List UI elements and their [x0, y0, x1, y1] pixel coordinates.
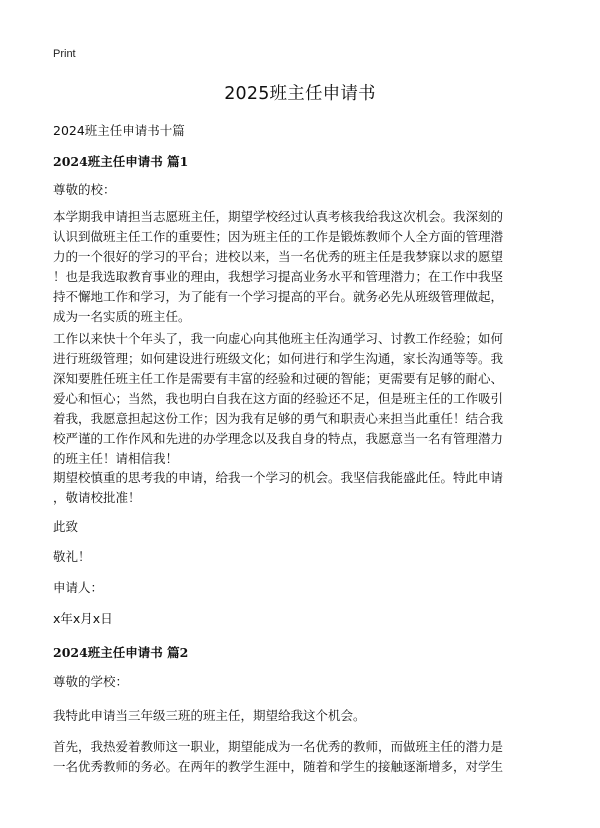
- text-line: 进行班级管理；如何建设进行班级文化；如何进行和学生沟通，家长沟通等等。我: [53, 351, 504, 366]
- text-line: 期望校慎重的思考我的申请，给我一个学习的机会。我坚信我能盛此任。特此申请: [53, 470, 504, 485]
- text-line: 着我，我愿意担起这份工作；因为我有足够的勇气和职责心来担当此重任！结合我: [53, 411, 504, 426]
- section-2-paragraph-2: [53, 737, 549, 777]
- text-line: 深知要胜任班主任工作是需要有丰富的经验和过硬的智能；更需要有足够的耐心、: [53, 371, 504, 386]
- section-1-paragraph-2: [53, 329, 549, 469]
- text-line: 工作以来快十个年头了，我一向虚心向其他班主任沟通学习、讨教工作经验；如何: [53, 331, 504, 346]
- text-line: 校严谨的工作作风和先进的办学理念以及我自身的特点，我愿意当一名有管理潜力: [53, 431, 504, 446]
- section-2-heading: 2024班主任申请书 篇2: [53, 645, 189, 660]
- section-1-regards: 敬礼！: [53, 549, 91, 564]
- section-1-date: x年x月x日: [53, 611, 113, 626]
- section-1-heading: 2024班主任申请书 篇1: [53, 154, 189, 169]
- section-1-paragraph-1: [53, 207, 549, 327]
- text-line: 爱心和恒心；当然，我也明白自我在这方面的经验还不足，但是班主任的工作吸引: [53, 391, 504, 406]
- text-line: 力的一个很好的学习的平台；进校以来，当一名优秀的班主任是我梦寐以求的愿望: [53, 249, 504, 264]
- document-subtitle: 2024班主任申请书十篇: [53, 123, 185, 138]
- text-line: 认识到做班主任工作的重要性；因为班主任的工作是锻炼教师个人全方面的管理潜: [53, 229, 504, 244]
- text-line: ！也是我选取教育事业的理由，我想学习提高业务水平和管理潜力；在工作中我坚: [53, 269, 504, 284]
- section-1-closing: 此致: [53, 519, 79, 534]
- text-line: 我特此申请当三年级三班的班主任，期望给我这个机会。: [53, 708, 366, 723]
- section-1-paragraph-3: [53, 468, 549, 508]
- section-1-applicant: 申请人：: [53, 580, 104, 595]
- text-line: 本学期我申请担当志愿班主任，期望学校经过认真考核我给我这次机会。我深刻的: [53, 209, 504, 224]
- section-2-salutation: 尊敬的学校：: [53, 674, 129, 689]
- text-line: 首先，我热爱着教师这一职业，期望能成为一名优秀的教师，而做班主任的潜力是: [53, 739, 504, 754]
- text-line: 的班主任！请相信我！: [53, 451, 179, 466]
- text-line: 成为一名实质的班主任。: [53, 309, 191, 324]
- document-title: 2025班主任申请书: [224, 84, 376, 104]
- text-line: 持不懈地工作和学习，为了能有一个学习提高的平台。就务必先从班级管理做起，: [53, 289, 504, 304]
- text-line: 一名优秀教师的务必。在两年的教学生涯中，随着和学生的接触逐渐增多，对学生: [53, 759, 504, 774]
- text-line: ，敬请校批准！: [53, 490, 141, 505]
- section-2-paragraph-1: [53, 706, 549, 726]
- section-1-salutation: 尊敬的校：: [53, 182, 116, 197]
- print-link[interactable]: Print: [53, 48, 76, 60]
